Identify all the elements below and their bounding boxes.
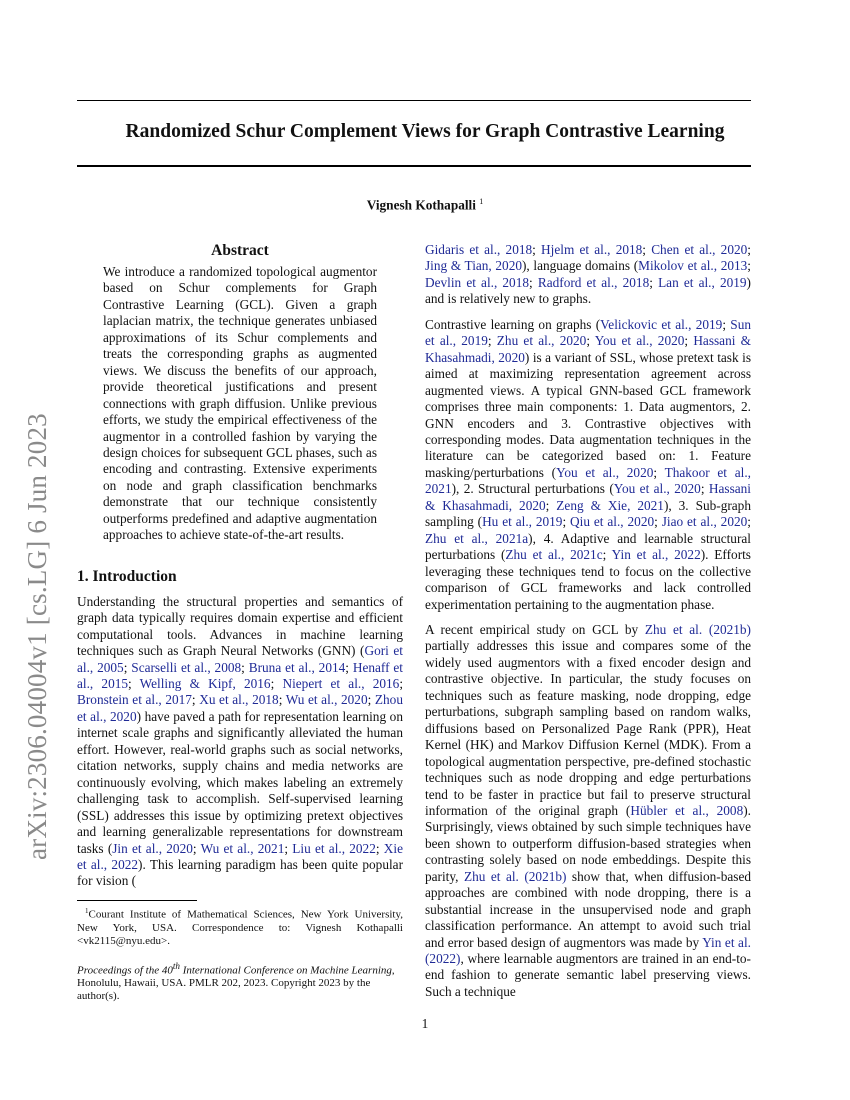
citation-link[interactable]: Gori et al., 2005	[77, 643, 404, 675]
text-run: ;	[653, 464, 665, 480]
citation-link[interactable]: Zhu et al., 2021a	[425, 530, 529, 546]
citation-link[interactable]: You et al., 2020	[556, 464, 654, 480]
citation-link[interactable]: Hübler et al., 2008	[630, 802, 744, 818]
text-run: ), 3. Sub-graph sampling (	[425, 497, 751, 530]
text-run: ) and is relatively new to graphs.	[425, 274, 751, 307]
citation-link[interactable]: Bronstein et al., 2017	[77, 692, 192, 708]
page-number: 1	[421, 1016, 429, 1031]
citation-link[interactable]: You et al., 2020	[594, 333, 685, 349]
text-run: ). Surprisingly, views obtained by such simple techniques have been shown to outperform diffusion-based strategies when contrasting solely based on node embeddings. Despite this parity,	[425, 802, 751, 884]
footnote-text: Courant Institute of Mathematical Sciences, New York University, New York, USA. Correspondence to: Vignesh Kothapalli <vk2115@nyu.edu>.	[77, 908, 403, 947]
citation-link[interactable]: Hassani & Khasahmadi, 2020	[425, 481, 752, 513]
citation-link[interactable]: Zhu et al. (2021b)	[463, 868, 567, 884]
text-run: ;	[345, 659, 353, 675]
citation-link[interactable]: Radford et al., 2018	[537, 274, 650, 290]
abstract-text: We introduce a randomized topological augmentor based on Schur complements for Graph Contrastive Learning (GCL). Given a graph laplacian matrix, the technique generates unbiased approximations of its Schur complements and treats the corresponding graphs as augmented views. We discuss the benefits of our approach, provide theoretical justifications and present connections with graph diffusion. Unlike previous efforts, we study the empirical effectiveness of the augmentor in a controlled fashion by varying the design choices for subsequent GCL phases, such as encoding and contrasting. Extensive experiments on node and graph classification benchmarks demonstrate that our technique consistently outperforms predefined and adaptive augmentation approaches to achieve state-of-the-art results.	[103, 264, 377, 543]
intro-paragraph-1-continued	[425, 242, 751, 308]
citation-link[interactable]: You et al., 2020	[613, 481, 701, 497]
text-run: A recent empirical study on GCL by	[425, 621, 645, 637]
citation-link[interactable]: Mikolov et al., 2013	[638, 258, 748, 274]
left-column	[77, 242, 403, 1003]
citation-link[interactable]: Hu et al., 2019	[482, 514, 563, 530]
arxiv-identifier-stamp[interactable]: arXiv:2306.04004v1 [cs.LG] 6 Jun 2023	[22, 413, 52, 860]
citation-link[interactable]: Lan et al., 2019	[658, 274, 747, 290]
citation-link[interactable]: Welling & Kipf, 2016	[139, 675, 271, 691]
text-run: ;	[270, 675, 283, 691]
title-rule-top	[77, 100, 751, 101]
text-run: ) have paved a path for representation learning on internet scale graphs and significantly alleviated the human effort. However, real-world graphs such as social networks, citation networks, supply chains and media networks are continuously evolving, which makes labeling an extremely challenging task to accomplish. Self-supervised learning (SSL) addresses this issue by optimizing pretext objectives and learning generalizable representations for downstream tasks (	[77, 708, 403, 856]
citation-link[interactable]: Xu et al., 2018	[199, 692, 279, 708]
citation-link[interactable]: Henaff et al., 2015	[77, 659, 403, 691]
citation-link[interactable]: Jiao et al., 2020	[661, 514, 748, 530]
citation-link[interactable]: Chen et al., 2020	[651, 242, 748, 257]
citation-link[interactable]: Bruna et al., 2014	[248, 659, 346, 675]
text-run: ;	[722, 316, 731, 332]
author-name: Vignesh Kothapalli	[366, 197, 476, 213]
text-run: ;	[399, 675, 404, 691]
text-run: ;	[562, 514, 571, 530]
intro-paragraph-1	[77, 594, 403, 890]
section-heading-introduction: 1. Introduction	[77, 567, 177, 585]
text-run: show that, when diffusion-based approaches are combined with node dropping, there is a substantial increase in the unsupervised node and graph classification performance. An attempt to avoid such trial and error based design of augmentors was made by	[425, 868, 751, 950]
text-run: ;	[284, 840, 293, 856]
text-run: ;	[278, 692, 286, 708]
text-run: ), language domains (	[522, 258, 639, 274]
citation-link[interactable]: Gidaris et al., 2018	[425, 242, 533, 257]
text-run: ;	[128, 675, 140, 691]
citation-link[interactable]: Zeng & Xie, 2021	[556, 497, 664, 513]
footnote-mark: 1	[85, 906, 89, 915]
footnote-rule	[77, 900, 197, 901]
text-run: ;	[529, 274, 538, 290]
citation-link[interactable]: Wu et al., 2020	[285, 692, 368, 708]
citation-link[interactable]: Jing & Tian, 2020	[425, 258, 522, 274]
citation-link[interactable]: Zhu et al., 2020	[496, 333, 587, 349]
proceedings-venue: International Conference on Machine Learning	[179, 964, 392, 977]
citation-link[interactable]: Sun et al., 2019	[425, 316, 751, 349]
text-run: ). Efforts leveraging these techniques tend to focus on the collective comparison of GCL frameworks and lack controlled experimentation pertaining to the augmentation phase.	[425, 547, 751, 612]
text-run: ;	[191, 692, 200, 708]
text-run: ;	[747, 242, 751, 257]
text-run: ;	[684, 333, 694, 349]
citation-link[interactable]: Niepert et al., 2016	[282, 675, 400, 691]
text-run: ;	[747, 514, 751, 530]
text-run: ;	[654, 514, 662, 530]
right-column	[425, 242, 751, 1009]
text-run: ;	[545, 497, 557, 513]
text-run: ), 2. Structural perturbations (	[451, 481, 614, 497]
citation-link[interactable]: Jin et al., 2020	[112, 840, 193, 856]
paper-title: Randomized Schur Complement Views for Graph Contrastive Learning	[125, 121, 725, 142]
text-run: , where learnable augmentors are trained in an end-to-end fashion to generate semantic label preserving views. Such a technique	[425, 951, 751, 999]
intro-paragraph-2	[425, 317, 751, 613]
citation-link[interactable]: Yin et al. (2022)	[425, 934, 751, 967]
affiliation-mark: 1	[479, 197, 484, 206]
text-run: Understanding the structural properties and semantics of graph data typically requires domain expertise and efficient computational tools. Advances in machine learning techniques such as Graph Neural Networks (GNN) (	[77, 593, 403, 659]
author-line	[0, 197, 850, 213]
text-run: ;	[367, 692, 375, 708]
text-run: partially addresses this issue and compares some of the widely used augmentors with a fixed encoder design and contrastive objective. In particular, the study focuses on techniques such as feature masking, node dropping, edge perturbations, subgraph sampling based on random walks, diffusions based on Personalized Page Rank (PPR), Heat Kernel (HK) and Markov Diffusion Kernel (MDK). From a topological augmentation perspective, pre-defined stochastic techniques such as node dropping and edge perturbations tend to be faster in practice but fail to preserve structural information of the original graph (	[425, 638, 751, 818]
text-run: ;	[747, 258, 751, 274]
text-run: Contrastive learning on graphs (	[425, 316, 601, 332]
citation-link[interactable]: Zhu et al. (2021b)	[644, 621, 751, 637]
text-run: ;	[123, 659, 132, 675]
citation-link[interactable]: Thakoor et al., 2021	[425, 464, 752, 497]
text-run: ;	[642, 242, 652, 257]
text-run: ;	[586, 333, 595, 349]
proceedings-details: , Honolulu, Hawaii, USA. PMLR 202, 2023. Copyright 2023 by the author(s).	[77, 964, 395, 1003]
footnote	[77, 905, 403, 948]
text-run: ), 4. Adaptive and learnable structural perturbations (	[425, 530, 751, 563]
intro-paragraph-3	[425, 622, 751, 1000]
text-run: ) is a variant of SSL, whose pretext task is aimed at maximizing representation agreement across augmented views. A typical GNN-based GCL framework comprises three main components: 1. Data augmentors, 2. GNN encoders and 3. Contrastive objectives with corresponding modes. Data augmentation techniques in the literature can be categorized based on: 1. Feature masking/perturbations (	[425, 349, 751, 480]
title-rule-bottom	[77, 165, 751, 167]
citation-link[interactable]: Liu et al., 2022	[292, 840, 376, 856]
text-run: ;	[487, 333, 497, 349]
text-run: ). This learning paradigm has been quite popular for vision (	[77, 856, 403, 889]
citation-link[interactable]: Devlin et al., 2018	[425, 274, 530, 290]
citation-link[interactable]: Scarselli et al., 2008	[131, 659, 242, 675]
text-run: ;	[649, 274, 659, 290]
citation-link[interactable]: Zhou et al., 2020	[77, 692, 403, 724]
text-run: ;	[700, 481, 709, 497]
abstract-heading: Abstract	[211, 242, 269, 259]
citation-link[interactable]: Velickovic et al., 2019	[600, 316, 723, 332]
text-run: ;	[532, 242, 542, 257]
text-run: ;	[241, 659, 249, 675]
citation-link[interactable]: Zhu et al., 2021c	[505, 547, 603, 563]
citation-link[interactable]: Xie et al., 2022	[77, 840, 403, 872]
proceedings-venue-prefix: Proceedings of the 40	[77, 964, 173, 977]
citation-link[interactable]: Yin et al., 2022	[611, 547, 701, 563]
proceedings-note	[77, 960, 403, 1004]
proceedings-ordinal: th	[172, 960, 180, 971]
citation-link[interactable]: Wu et al., 2021	[200, 840, 285, 856]
text-run: ;	[602, 547, 612, 563]
citation-link[interactable]: Hassani & Khasahmadi, 2020	[425, 333, 751, 365]
text-run: ;	[192, 840, 201, 856]
citation-link[interactable]: Hjelm et al., 2018	[541, 242, 643, 257]
citation-link[interactable]: Qiu et al., 2020	[570, 514, 655, 530]
text-run: ;	[375, 840, 384, 856]
